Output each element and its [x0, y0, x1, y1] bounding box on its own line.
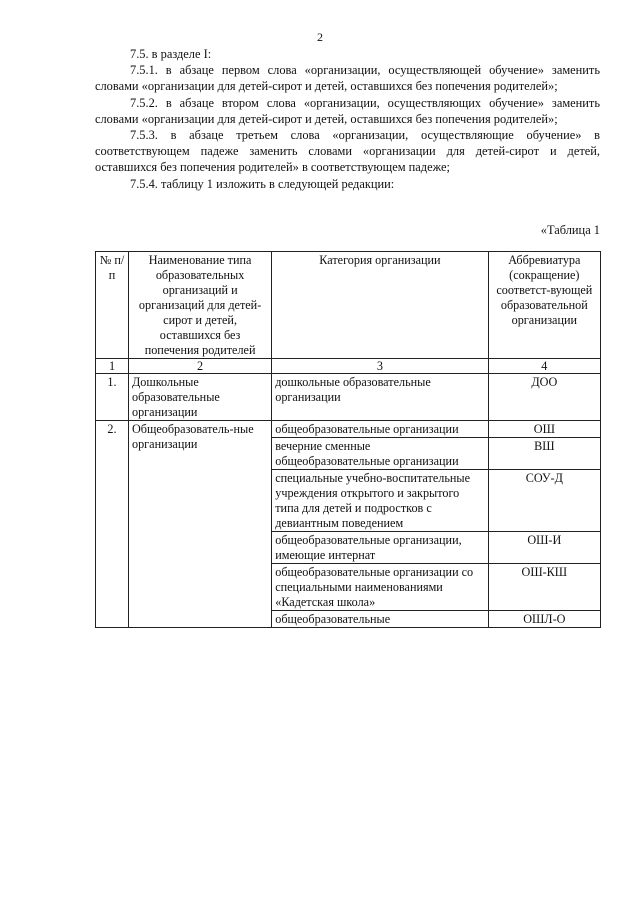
column-number: 4	[488, 359, 600, 374]
row-abbreviation: СОУ-Д	[488, 470, 600, 532]
row-number: 2.	[96, 421, 129, 628]
header-org-type: Наименование типа образовательных организаций и организаций для детей-сирот и детей, оставшихся без попечения родителей	[128, 252, 271, 359]
row-category: специальные учебно-воспитательные учреждения открытого и закрытого типа для детей и подростков с девиантным поведением	[272, 470, 488, 532]
paragraph: 7.5.4. таблицу 1 изложить в следующей редакции:	[130, 176, 395, 191]
row-abbreviation: ОШ-КШ	[488, 564, 600, 611]
row-abbreviation: ОШЛ-О	[488, 611, 600, 628]
row-abbreviation: ОШ-И	[488, 532, 600, 564]
page-number: 2	[317, 30, 323, 44]
column-number-row	[96, 359, 601, 374]
row-org-type: Дошкольные образовательные организации	[128, 374, 271, 421]
body-text	[95, 46, 600, 192]
row-number: 1.	[96, 374, 129, 421]
row-category: дошкольные образовательные организации	[272, 374, 488, 421]
header-number: № п/п	[96, 252, 129, 359]
column-number: 3	[272, 359, 488, 374]
row-abbreviation: ВШ	[488, 438, 600, 470]
row-category: вечерние сменные общеобразовательные организации	[272, 438, 488, 470]
column-number: 1	[96, 359, 129, 374]
row-category: общеобразовательные организации	[272, 421, 488, 438]
table-row	[96, 374, 601, 421]
header-category: Категория организации	[272, 252, 488, 359]
header-abbreviation: Аббревиатура (сокращение) соответст-вующей образовательной организации	[488, 252, 600, 359]
paragraph: 7.5.1. в абзаце первом слова «организации, осуществляющей обучение» заменить словами «организации для детей-сирот и детей, оставшихся без попечения родителей»;	[95, 63, 600, 94]
table-row	[96, 421, 601, 438]
table-caption: «Таблица 1	[540, 223, 600, 237]
paragraph: 7.5. в разделе I:	[130, 47, 212, 61]
paragraph: 7.5.3. в абзаце третьем слова «организации, осуществляющие обучение» в соответствующем падеже заменить словами «организации для детей-сирот и детей, оставшихся без попечения родителей» в соответствующем падеже;	[95, 128, 600, 175]
row-category: общеобразовательные	[272, 611, 488, 628]
row-category: общеобразовательные организации, имеющие интернат	[272, 532, 488, 564]
row-abbreviation: ДОО	[488, 374, 600, 421]
row-abbreviation: ОШ	[488, 421, 600, 438]
column-number: 2	[128, 359, 271, 374]
organization-types-table	[95, 251, 601, 628]
row-category: общеобразовательные организации со специальными наименованиями «Кадетская школа»	[272, 564, 488, 611]
paragraph: 7.5.2. в абзаце втором слова «организации, осуществляющих обучение» заменить словами «организации для детей-сирот и детей, оставшихся без попечения родителей»;	[95, 95, 600, 126]
table-header-row	[96, 252, 601, 359]
row-org-type: Общеобразователь-ные организации	[128, 421, 271, 628]
